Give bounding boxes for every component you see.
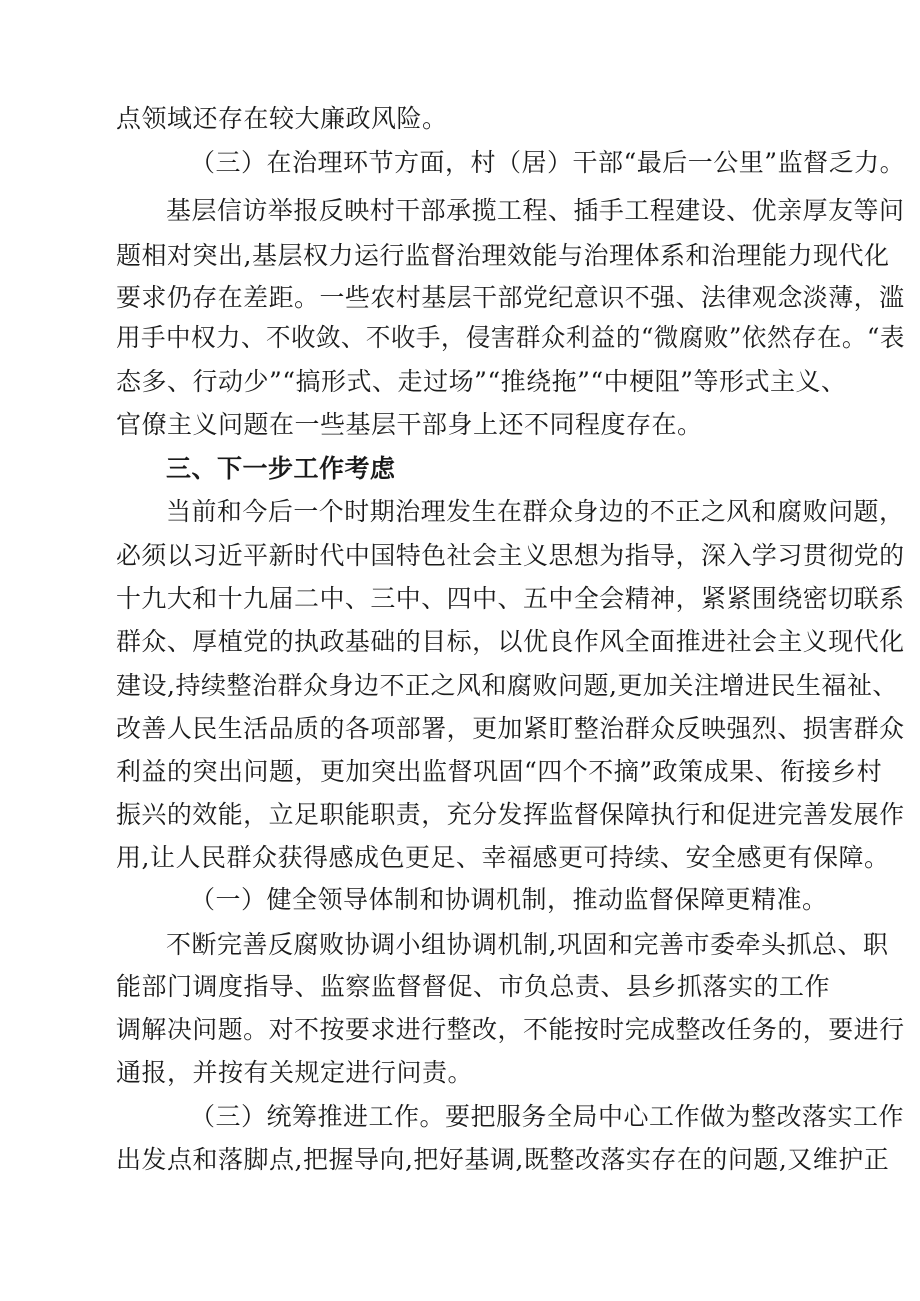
text-line: 建设,持续整治群众身边不正之风和腐败问题,更加关注增进民生福祉、 bbox=[116, 671, 898, 700]
text-line: 点领域还存在较大廉政风险。 bbox=[116, 104, 448, 133]
text-line: 振兴的效能，立足职能职责，充分发挥监督保障执行和促进完善发展作 bbox=[116, 800, 905, 829]
text-line: 通报，并按有关规定进行问责。 bbox=[116, 1058, 474, 1087]
text-line: 十九大和十九届二中、三中、四中、五中全会精神，紧紧围绕密切联系 bbox=[116, 584, 905, 613]
text-line: 必须以习近平新时代中国特色社会主义思想为指导，深入学习贯彻党的 bbox=[116, 541, 905, 570]
text-line: 利益的突出问题，更加突出监督巩固“四个不摘”政策成果、衔接乡村 bbox=[116, 757, 883, 786]
text-line: 群众、厚植党的执政基础的目标，以优良作风全面推进社会主义现代化 bbox=[116, 627, 905, 656]
text-line: 用,让人民群众获得感成色更足、幸福感更可持续、安全感更有保障。 bbox=[116, 843, 890, 872]
text-line: 官僚主义问题在一些基层干部身上还不同程度存在。 bbox=[116, 410, 703, 439]
text-line: 改善人民生活品质的各项部署，更加紧盯整治群众反映强烈、损害群众 bbox=[116, 714, 905, 743]
subheading: （三）统筹推进工作。要把服务全局中心工作做为整改落实工作 bbox=[190, 1102, 905, 1131]
text-line: 态多、行动少”“搞形式、走过场”“推绕拖”“中梗阻”等形式主义、 bbox=[116, 367, 847, 396]
text-line: 不断完善反腐败协调小组协调机制,巩固和完善市委牵头抓总、职 bbox=[166, 930, 889, 959]
text-line: 出发点和落脚点,把握导向,把好基调,既整改落实存在的问题,又维护正 bbox=[116, 1145, 890, 1174]
text-line: 基层信访举报反映村干部承揽工程、插手工程建设、优亲厚友等问 bbox=[166, 196, 905, 225]
text-line: 能部门调度指导、监察监督督促、市负总责、县乡抓落实的工作 bbox=[116, 972, 831, 1001]
subheading: （三）在治理环节方面，村（居）干部“最后一公里”监督乏力。 bbox=[190, 148, 906, 177]
text-line: 当前和今后一个时期治理发生在群众身边的不正之风和腐败问题， bbox=[166, 497, 905, 526]
section-heading: 三、下一步工作考虑 bbox=[166, 454, 396, 483]
text-line: 调解决问题。对不按要求进行整改，不能按时完成整改任务的，要进行 bbox=[116, 1015, 905, 1044]
text-line: 用手中权力、不收敛、不收手，侵害群众利益的“微腐败”依然存在。“表 bbox=[116, 323, 905, 352]
subheading: （一）健全领导体制和协调机制，推动监督保障更精准。 bbox=[190, 885, 828, 914]
text-line: 要求仍存在差距。一些农村基层干部党纪意识不强、法律观念淡薄，滥 bbox=[116, 283, 905, 312]
text-line: 题相对突出,基层权力运行监督治理效能与治理体系和治理能力现代化 bbox=[116, 241, 890, 270]
